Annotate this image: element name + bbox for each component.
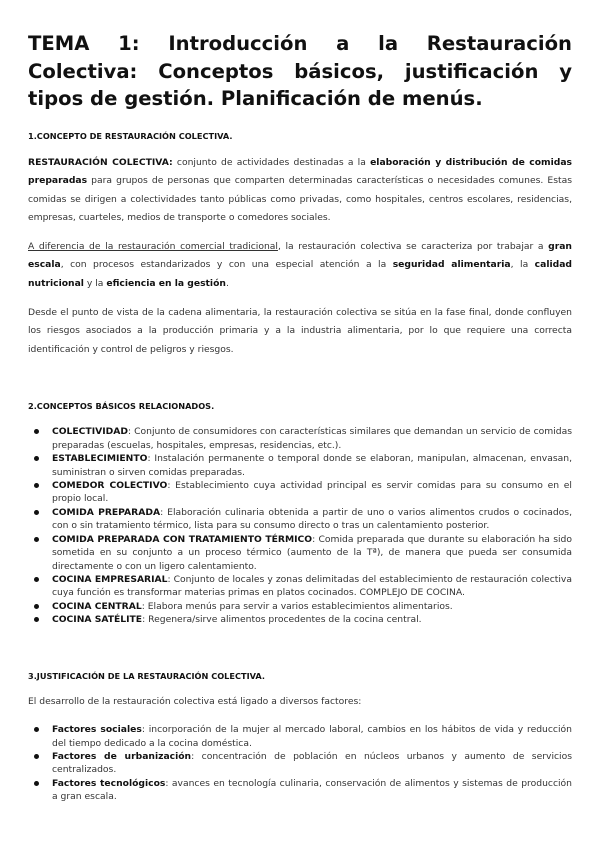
section-3-list xyxy=(28,723,572,803)
list-item: Factores sociales: incorporación de la mujer al mercado laboral, cambios en los hábitos de vida y reducción del tiempo dedicado a la cocina doméstica. xyxy=(28,723,572,750)
section-1-paragraph-3: Desde el punto de vista de la cadena alimentaria, la restauración colectiva se sitúa en la fase final, donde confluyen los riesgos asociados a la producción primaria y a la industria alimentaria, por lo que requiere una correcta identificación y control de peligros y riesgos. xyxy=(28,306,572,355)
section-2-heading: 2.CONCEPTOS BÁSICOS RELACIONADOS. xyxy=(28,401,215,412)
list-item: COMIDA PREPARADA CON TRATAMIENTO TÉRMICO: Comida preparada que durante su elaboración ha sido sometida en su conjunto a un proceso térmico (aumento de la Tª), de manera que pueda ser consumida directamente o con un ligero calentamiento. xyxy=(28,533,572,573)
bullet-icon xyxy=(34,456,39,461)
list-item: ESTABLECIMIENTO: Instalación permanente o temporal donde se elaboran, manipulan, almacenan, envasan, suministran o sirven comidas preparadas. xyxy=(28,452,572,479)
section-3-intro: El desarrollo de la restauración colectiva está ligado a diversos factores: xyxy=(28,695,362,707)
list-item: Factores de urbanización: concentración de población en núcleos urbanos y aumento de servicios centralizados. xyxy=(28,750,572,777)
section-1-paragraph-1: RESTAURACIÓN COLECTIVA: conjunto de actividades destinadas a la elaboración y distribución de comidas preparadas para grupos de personas que comparten determinadas características o necesidades comunes. Estas comidas se dirigen a colectividades tanto públicas como privadas, como hospitales, centros escolares, residencias, empresas, cuarteles, medios de transporte o comedores sociales. xyxy=(28,156,573,224)
list-item: COMIDA PREPARADA: Elaboración culinaria obtenida a partir de uno o varios alimentos crudos o cocinados, con o sin tratamiento térmico, lista para su consumo directo o tras un calentamiento posterior. xyxy=(28,506,572,533)
section-3-heading: 3.JUSTIFICACIÓN DE LA RESTAURACIÓN COLECTIVA. xyxy=(28,670,266,681)
list-item: COMEDOR COLECTIVO: Establecimiento cuya actividad principal es servir comidas para su consumo en el propio local. xyxy=(28,479,572,506)
section-1-heading: 1.CONCEPTO DE RESTAURACIÓN COLECTIVA. xyxy=(28,130,233,141)
bullet-icon xyxy=(34,429,39,434)
list-item: Factores tecnológicos: avances en tecnología culinaria, conservación de alimentos y sistemas de producción a gran escala. xyxy=(28,777,572,804)
page-title: TEMA 1: Introducción a la Restauración Colectiva: Conceptos básicos, justificación y tipos de gestión. Planificación de menús. xyxy=(28,32,572,110)
bullet-icon xyxy=(34,727,39,732)
list-item: COCINA CENTRAL: Elabora menús para servir a varios establecimientos alimentarios. xyxy=(28,600,572,613)
bullet-icon xyxy=(34,577,39,582)
bullet-icon xyxy=(34,781,39,786)
bullet-icon xyxy=(34,604,39,609)
bullet-icon xyxy=(34,754,39,759)
bullet-icon xyxy=(34,510,39,515)
list-item: COLECTIVIDAD: Conjunto de consumidores con características similares que demandan un servicio de comidas preparadas (escuelas, hospitales, empresas, residencias, etc.). xyxy=(28,425,572,452)
bullet-icon xyxy=(34,483,39,488)
section-1-paragraph-2: A diferencia de la restauración comercial tradicional, la restauración colectiva se caracteriza por trabajar a gran escala, con procesos estandarizados y con una especial atención a la seguridad alimentaria, la calidad nutricional y la eficiencia en la gestión. xyxy=(28,240,572,290)
bullet-icon xyxy=(34,617,39,622)
list-item: COCINA EMPRESARIAL: Conjunto de locales y zonas delimitadas del establecimiento de restauración colectiva cuya función es transformar materias primas en platos cocinados. COMPLEJO DE COCINA. xyxy=(28,573,572,600)
bullet-icon xyxy=(34,537,39,542)
list-item: COCINA SATÉLITE: Regenera/sirve alimentos procedentes de la cocina central. xyxy=(28,613,572,626)
term-restauracion-colectiva: RESTAURACIÓN COLECTIVA: xyxy=(28,156,173,168)
section-2-list xyxy=(28,425,572,626)
